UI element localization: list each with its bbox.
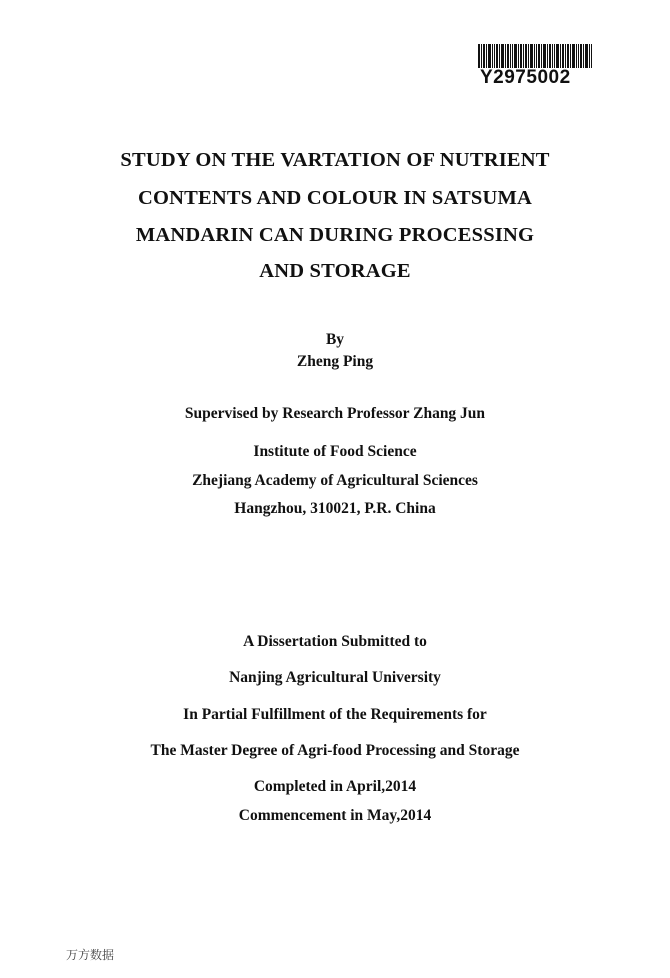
submission-line-1: A Dissertation Submitted to bbox=[243, 633, 427, 650]
institute-line: Institute of Food Science bbox=[253, 443, 417, 460]
footer-watermark: 万方数据 bbox=[66, 948, 115, 962]
author-name: Zheng Ping bbox=[296, 353, 374, 370]
academy-line: Zhejiang Academy of Agricultural Sciences bbox=[192, 472, 478, 489]
supervisor-line: Supervised by Research Professor Zhang Jun bbox=[184, 405, 486, 422]
title-line-2: CONTENTS AND COLOUR IN SATSUMA bbox=[137, 187, 533, 209]
commencement-line: Commencement in May,2014 bbox=[238, 807, 432, 824]
barcode-image bbox=[478, 44, 592, 68]
completed-line: Completed in April,2014 bbox=[253, 778, 417, 795]
barcode-id: Y2975002 bbox=[480, 67, 571, 88]
title-line-3: MANDARIN CAN DURING PROCESSING bbox=[135, 224, 535, 246]
title-line-4: AND STORAGE bbox=[259, 260, 411, 282]
barcode-block bbox=[474, 44, 594, 88]
degree-line: The Master Degree of Agri-food Processing and Storage bbox=[150, 742, 520, 759]
author-by: By bbox=[325, 331, 345, 348]
submission-line-3: In Partial Fulfillment of the Requirements for bbox=[183, 706, 487, 723]
address-line: Hangzhou, 310021, P.R. China bbox=[234, 500, 436, 517]
university-line: Nanjing Agricultural University bbox=[229, 669, 441, 686]
title-line-1: STUDY ON THE VARTATION OF NUTRIENT bbox=[120, 149, 550, 171]
